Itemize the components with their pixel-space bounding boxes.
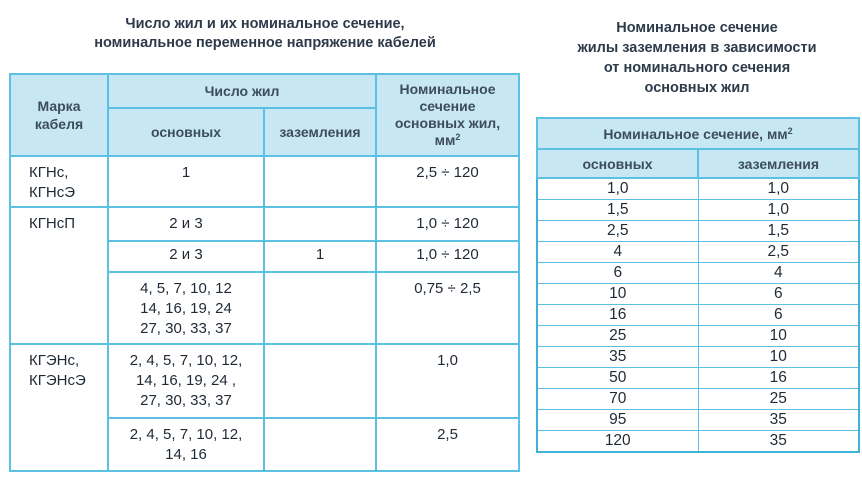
table-row — [537, 431, 859, 453]
right-title-line: основных жил — [644, 80, 750, 96]
main-section-cell: 4 — [537, 242, 698, 263]
header-nominal-section-mm2: Номинальное сечение, $мм^2$ — [537, 118, 859, 149]
main-section-cell: 16 — [537, 305, 698, 326]
table-row — [10, 156, 519, 207]
ground-cores-cell — [264, 207, 376, 241]
table-row — [537, 200, 859, 221]
ground-section-cell: 1,5 — [698, 221, 859, 242]
table-row — [537, 221, 859, 242]
ground-cores-cell: 1 — [264, 241, 376, 272]
cable-mark-cell: КГЭНс, КГЭНсЭ — [10, 344, 108, 471]
ground-section-cell: 16 — [698, 368, 859, 389]
header-cores-count: Число жил — [108, 74, 376, 108]
section-cell: 2,5 ÷ 120 — [376, 156, 519, 207]
table-row — [537, 347, 859, 368]
main-section-cell: 95 — [537, 410, 698, 431]
main-cores-cell: 2 и 3 — [108, 241, 264, 272]
header-ground: заземления — [698, 149, 859, 178]
ground-section-cell: 6 — [698, 284, 859, 305]
table-row — [537, 305, 859, 326]
right-table-title — [536, 18, 858, 98]
cable-mark-cell: КГНс, КГНсЭ — [10, 156, 108, 207]
ground-section-table — [536, 117, 860, 453]
header-ground-cores: заземления — [264, 108, 376, 156]
main-section-cell: 1,5 — [537, 200, 698, 221]
ground-section-cell: 10 — [698, 347, 859, 368]
ground-section-cell: 1,0 — [698, 200, 859, 221]
main-section-cell: 10 — [537, 284, 698, 305]
cable-mark-cell: КГНсП — [10, 207, 108, 344]
main-section-cell: 50 — [537, 368, 698, 389]
ground-section-cell: 4 — [698, 263, 859, 284]
ground-cores-cell — [264, 418, 376, 471]
section-cell: 1,0 ÷ 120 — [376, 207, 519, 241]
ground-cores-cell — [264, 344, 376, 418]
header-main-cores: основных — [108, 108, 264, 156]
main-section-cell: 25 — [537, 326, 698, 347]
table-row — [537, 263, 859, 284]
main-section-cell: 1,0 — [537, 178, 698, 200]
section-cell: 2,5 — [376, 418, 519, 471]
section-cell: 1,0 ÷ 120 — [376, 241, 519, 272]
header-cable-mark: Марка кабеля — [10, 74, 108, 156]
main-section-cell: 70 — [537, 389, 698, 410]
table-row — [537, 368, 859, 389]
unit-mm2: $мм^2$ — [434, 132, 461, 148]
cores-and-section-table — [9, 73, 520, 472]
ground-section-cell: 6 — [698, 305, 859, 326]
main-cores-cell: 1 — [108, 156, 264, 207]
ground-section-cell: 2,5 — [698, 242, 859, 263]
right-title-line: Номинальное сечение — [616, 20, 778, 36]
left-title-line: Число жил и их номинальное сечение, — [125, 16, 405, 32]
main-section-cell: 120 — [537, 431, 698, 453]
header-main: основных — [537, 149, 698, 178]
main-section-cell: 2,5 — [537, 221, 698, 242]
table-row — [537, 389, 859, 410]
ground-section-cell: 35 — [698, 431, 859, 453]
left-title-line: номинальное переменное напряжение кабелей — [94, 35, 436, 51]
table-row — [10, 207, 519, 241]
main-cores-cell: 2, 4, 5, 7, 10, 12, 14, 16, 19, 24 , 27, 30, 33, 37 — [108, 344, 264, 418]
ground-section-cell: 25 — [698, 389, 859, 410]
ground-cores-cell — [264, 156, 376, 207]
section-cell: 0,75 ÷ 2,5 — [376, 272, 519, 344]
table-row — [10, 344, 519, 418]
table-row — [537, 326, 859, 347]
table-row — [537, 410, 859, 431]
table-row — [537, 284, 859, 305]
ground-section-cell: 1,0 — [698, 178, 859, 200]
main-cores-cell: 4, 5, 7, 10, 12 14, 16, 19, 24 27, 30, 33, 37 — [108, 272, 264, 344]
section-cell: 1,0 — [376, 344, 519, 418]
ground-section-cell: 10 — [698, 326, 859, 347]
right-title-line: от номинального сечения — [603, 60, 791, 76]
ground-cores-cell — [264, 272, 376, 344]
left-table-title — [10, 15, 520, 53]
table-row — [537, 178, 859, 200]
main-cores-cell: 2 и 3 — [108, 207, 264, 241]
main-cores-cell: 2, 4, 5, 7, 10, 12, 14, 16 — [108, 418, 264, 471]
table-row — [537, 242, 859, 263]
ground-section-cell: 35 — [698, 410, 859, 431]
right-title-line: жилы заземления в зависимости — [577, 40, 817, 56]
header-nominal-section: Номинальное сечение основных жил, $мм^2$ — [376, 74, 519, 156]
main-section-cell: 6 — [537, 263, 698, 284]
main-section-cell: 35 — [537, 347, 698, 368]
